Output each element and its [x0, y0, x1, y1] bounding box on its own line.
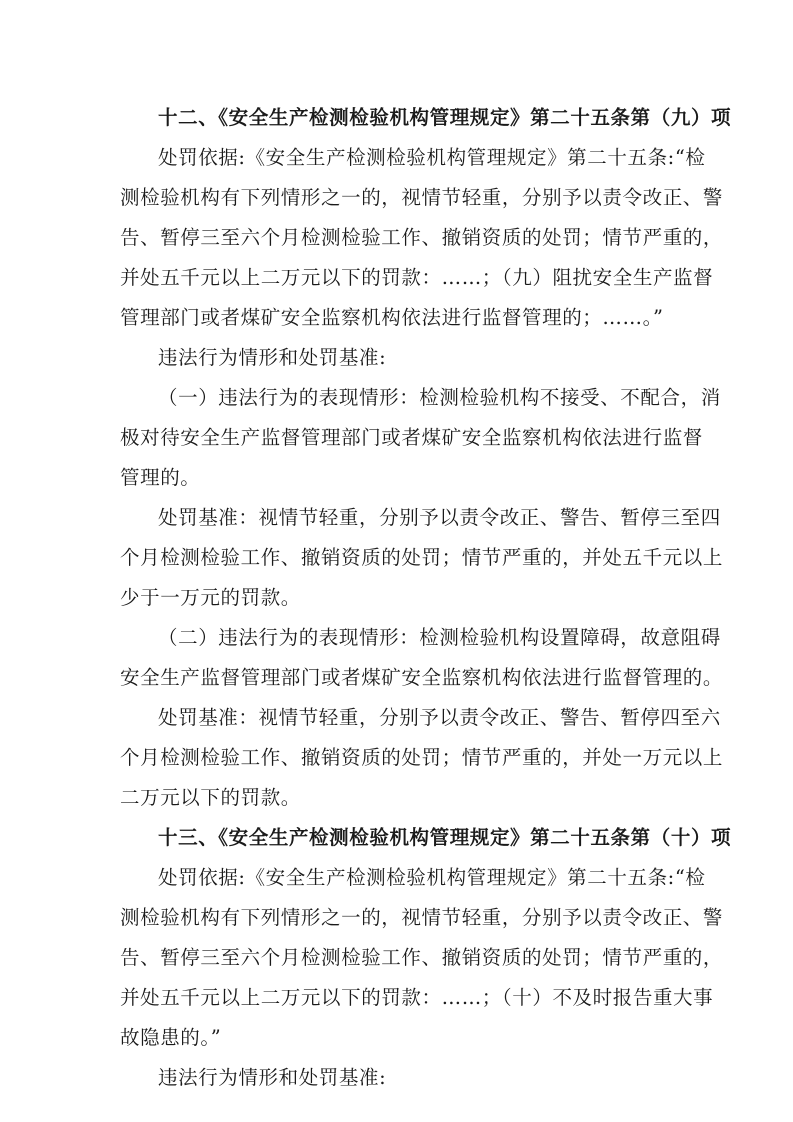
violation-case-1-paragraph: （一）违法行为的表现情形：检测检验机构不接受、不配合，消: [158, 386, 721, 409]
section-heading-13: 十三、《安全生产检测检验机构管理规定》第二十五条第（十）项: [158, 826, 732, 849]
penalty-basis-paragraph: 处罚依据:《安全生产检测检验机构管理规定》第二十五条:“检: [158, 146, 706, 169]
penalty-standard-1-paragraph: 处罚基准：视情节轻重，分别予以责令改正、警告、暂停三至四: [158, 506, 721, 529]
text-line: 故隐患的。”: [120, 1026, 222, 1049]
text-line: 个月检测检验工作、撤销资质的处罚；情节严重的，并处一万元以上: [120, 746, 724, 769]
text-line: 极对待安全生产监督管理部门或者煤矿安全监察机构依法进行监督: [120, 426, 703, 449]
text-line: 告、暂停三至六个月检测检验工作、撤销资质的处罚；情节严重的，: [120, 226, 724, 249]
text-line: 并处五千元以上二万元以下的罚款：……；（十）不及时报告重大事: [120, 986, 714, 1009]
text-line: 测检验机构有下列情形之一的，视情节轻重，分别予以责令改正、警: [120, 906, 724, 929]
penalty-basis-paragraph: 处罚依据:《安全生产检测检验机构管理规定》第二十五条:“检: [158, 866, 706, 889]
penalty-standard-2-paragraph: 处罚基准：视情节轻重，分别予以责令改正、警告、暂停四至六: [158, 706, 721, 729]
text-line: 二万元以下的罚款。: [120, 786, 301, 809]
violation-case-2-paragraph: （二）违法行为的表现情形：检测检验机构设置障碍，故意阻碍: [158, 626, 721, 649]
section-heading-12: 十二、《安全生产检测检验机构管理规定》第二十五条第（九）项: [158, 106, 732, 129]
text-line: 个月检测检验工作、撤销资质的处罚；情节严重的，并处五千元以上: [120, 546, 724, 569]
violation-standards-label: 违法行为情形和处罚基准:: [158, 346, 387, 369]
text-line: 告、暂停三至六个月检测检验工作、撤销资质的处罚；情节严重的，: [120, 946, 724, 969]
text-line: 管理部门或者煤矿安全监察机构依法进行监督管理的；……。”: [120, 306, 664, 329]
text-line: 测检验机构有下列情形之一的，视情节轻重，分别予以责令改正、警: [120, 186, 724, 209]
violation-standards-label: 违法行为情形和处罚基准:: [158, 1066, 387, 1089]
text-line: 安全生产监督管理部门或者煤矿安全监察机构依法进行监督管理的。: [120, 666, 724, 689]
text-line: 并处五千元以上二万元以下的罚款：……；（九）阻扰安全生产监督: [120, 266, 714, 289]
text-line: 少于一万元的罚款。: [120, 586, 301, 609]
text-line: 管理的。: [120, 466, 201, 489]
